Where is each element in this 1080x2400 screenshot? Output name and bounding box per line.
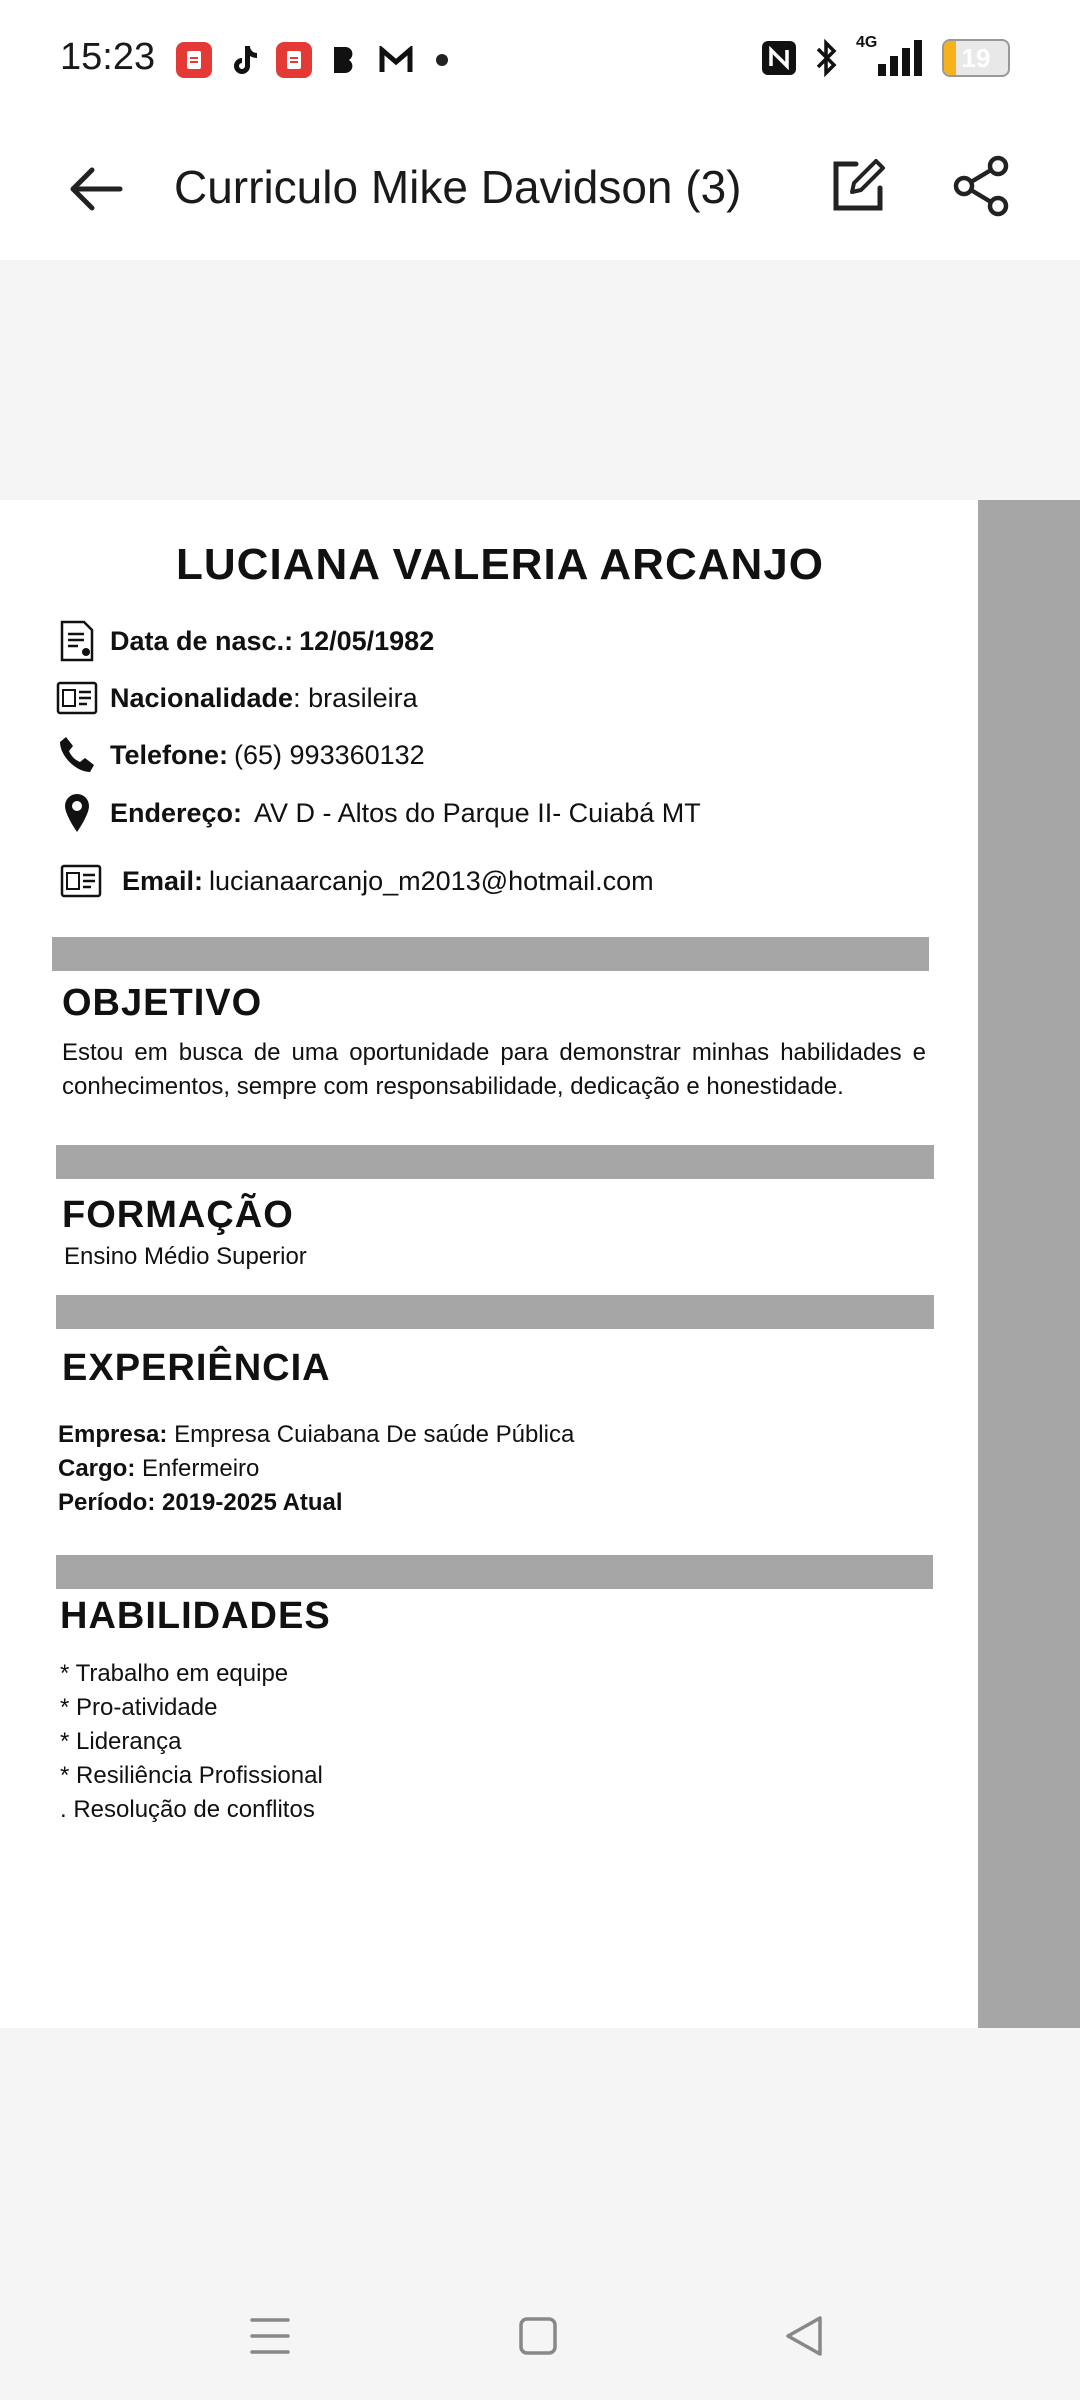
role-value: Enfermeiro: [142, 1455, 260, 1482]
birth-value: 12/05/1982: [299, 625, 435, 656]
nfc-icon: [760, 39, 798, 77]
network-type: 4G: [856, 34, 878, 51]
back-button[interactable]: [62, 154, 132, 224]
education-title: FORMAÇÃO: [62, 1194, 294, 1236]
experience-period: [58, 1486, 343, 1520]
period-value: 2019-2025 Atual: [162, 1489, 343, 1516]
battery-level: 19: [961, 43, 991, 73]
bluetooth-icon: [814, 38, 840, 78]
home-button[interactable]: [510, 2308, 566, 2364]
section-divider-objective: [52, 937, 929, 971]
battery-icon: [942, 39, 1010, 77]
notification-icons: [176, 42, 448, 78]
menu-icon: [242, 2308, 298, 2364]
company-label: Empresa:: [58, 1421, 168, 1448]
skill-item: * Pro-atividade: [60, 1694, 218, 1721]
system-nav-bar: [0, 2268, 1080, 2400]
section-divider-skills: [56, 1555, 933, 1589]
id-card-icon: [56, 677, 98, 719]
recent-apps-button[interactable]: [242, 2308, 298, 2364]
section-divider-education: [56, 1145, 934, 1179]
phone-icon: [56, 734, 98, 776]
document-title: Curriculo Mike Davidson (3): [174, 161, 742, 213]
skills-title: HABILIDADES: [60, 1595, 331, 1637]
edit-icon: [826, 154, 890, 218]
status-time: 15:23: [60, 36, 156, 78]
company-value: Empresa Cuiabana De saúde Pública: [174, 1421, 575, 1448]
page-side-margin: [978, 500, 1080, 2028]
pdf-app-icon: [176, 42, 212, 78]
email-label: Email:: [122, 865, 204, 896]
experience-company: [58, 1418, 574, 1452]
share-icon: [950, 154, 1014, 218]
section-divider-experience: [56, 1295, 934, 1329]
nav-back-button[interactable]: [778, 2308, 834, 2364]
app-bar: [0, 124, 1080, 260]
period-label: Período:: [58, 1489, 156, 1516]
document-page[interactable]: [0, 500, 978, 2028]
address-label: Endereço:: [110, 797, 243, 828]
skill-item: * Trabalho em equipe: [60, 1660, 289, 1687]
education-text: Ensino Médio Superior: [64, 1243, 307, 1270]
phone-value: (65) 993360132: [234, 739, 425, 770]
more-notifications-dot: [436, 54, 448, 66]
phone-label: Telefone:: [110, 739, 229, 770]
status-bar: [0, 0, 1080, 124]
skill-item: . Resolução de conflitos: [60, 1796, 315, 1823]
back-triangle-icon: [778, 2308, 834, 2364]
address-row: [56, 792, 701, 834]
role-label: Cargo:: [58, 1455, 136, 1482]
skill-item: * Resiliência Profissional: [60, 1762, 323, 1789]
pdf-app-icon-2: [276, 42, 312, 78]
resume-name: LUCIANA VALERIA ARCANJO: [176, 540, 824, 589]
b-app-icon: [324, 42, 364, 78]
experience-title: EXPERIÊNCIA: [62, 1347, 331, 1389]
email-value: lucianaarcanjo_m2013@hotmail.com: [209, 865, 654, 896]
share-button[interactable]: [950, 154, 1014, 218]
home-square-icon: [510, 2308, 566, 2364]
address-value: AV D - Altos do Parque II- Cuiabá MT: [254, 797, 701, 828]
phone-row: [56, 734, 425, 776]
document-icon: [56, 620, 98, 662]
objective-text: Estou em busca de uma oportunidade para demonstrar minhas habilidades e conhecimentos, sempre com responsabilidade, dedicação e honestidade.: [62, 1039, 926, 1100]
skill-item: * Liderança: [60, 1728, 182, 1755]
arrow-left-icon: [62, 154, 132, 224]
objective-title: OBJETIVO: [62, 982, 263, 1024]
nationality-row: [56, 677, 418, 719]
birth-row: [56, 620, 440, 662]
nationality-label: Nacionalidade: [110, 682, 294, 713]
edit-button[interactable]: [826, 154, 890, 218]
system-icons: [760, 34, 1010, 78]
experience-role: [58, 1452, 259, 1486]
gmail-icon: [376, 42, 416, 78]
birth-label: Data de nasc.:: [110, 625, 294, 656]
email-row: [60, 860, 654, 902]
nationality-value: : brasileira: [293, 682, 418, 713]
tiktok-icon: [224, 42, 264, 78]
signal-icon: [856, 34, 926, 78]
skills-list: [60, 1657, 323, 1827]
id-card-icon-2: [60, 860, 102, 902]
map-pin-icon: [56, 792, 98, 834]
